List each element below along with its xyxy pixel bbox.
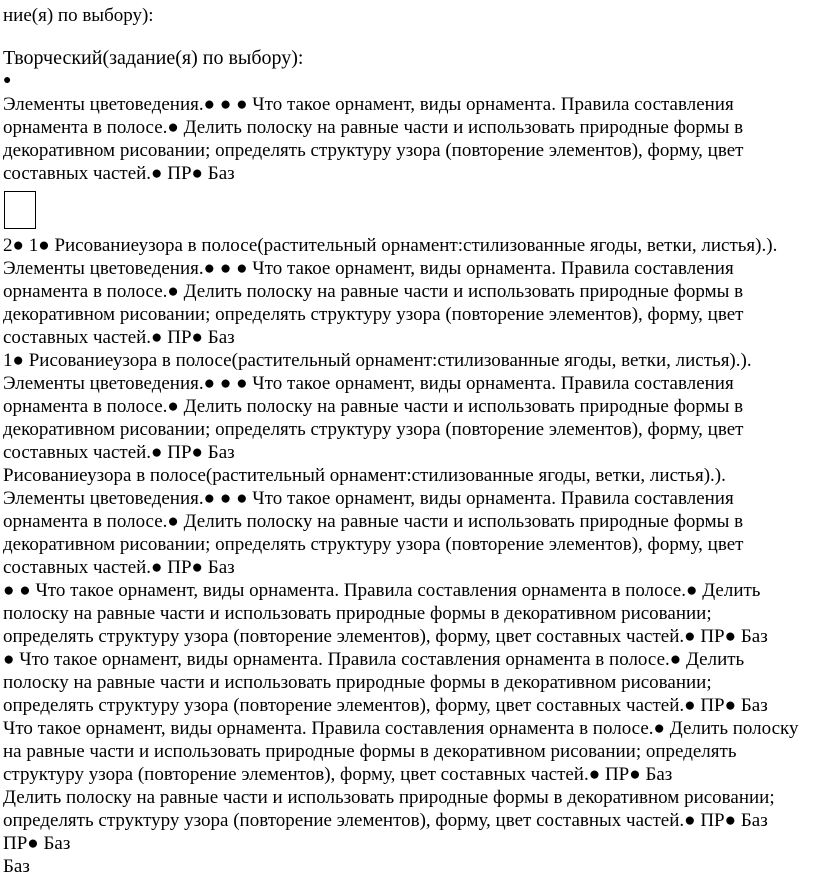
text-line: декоративном рисовании; определять структуру узора (повторение элементов), форму, цвет (3, 419, 744, 440)
text-line: 1● Рисованиеузора в полосе(растительный орнамент:стилизованные ягоды, ветки, листья).). (3, 350, 752, 371)
text-line: составных частей.● ПР● Баз (3, 163, 235, 184)
text-line: ние(я) по выбору): (3, 5, 154, 26)
text-line: ● ● Что такое орнамент, виды орнамента. Правила составления орнамента в полосе.● Делить (3, 580, 761, 601)
bullet-icon: ● (3, 73, 12, 88)
text-line: орнамента в полосе.● Делить полоску на равные части и использовать природные формы в (3, 117, 744, 138)
text-line: структуру узора (повторение элементов), форму, цвет составных частей.● ПР● Баз (3, 764, 673, 785)
text-line: орнамента в полосе.● Делить полоску на равные части и использовать природные формы в (3, 396, 744, 417)
empty-checkbox[interactable] (4, 191, 36, 229)
text-line: декоративном рисовании; определять структуру узора (повторение элементов), форму, цвет (3, 534, 744, 555)
document-body (3, 4, 811, 878)
text-line: 2● 1● Рисованиеузора в полосе(растительный орнамент:стилизованные ягоды, ветки, листья).). (3, 235, 778, 256)
text-line: орнамента в полосе.● Делить полоску на равные части и использовать природные формы в (3, 281, 744, 302)
text-line: составных частей.● ПР● Баз (3, 327, 235, 348)
text-line: составных частей.● ПР● Баз (3, 557, 235, 578)
text-line: Баз (3, 856, 30, 877)
text-line: полоску на равные части и использовать природные формы в декоративном рисовании; (3, 672, 712, 693)
text-line: определять структуру узора (повторение элементов), форму, цвет составных частей.● ПР● Баз (3, 626, 768, 647)
section-heading: Творческий(задание(я) по выбору): (3, 47, 304, 69)
text-line: на равные части и использовать природные формы в декоративном рисовании; определять (3, 741, 737, 762)
text-line: Элементы цветоведения.● ● ● Что такое орнамент, виды орнамента. Правила составления (3, 94, 734, 115)
text-line: Элементы цветоведения.● ● ● Что такое орнамент, виды орнамента. Правила составления (3, 488, 734, 509)
text-line: орнамента в полосе.● Делить полоску на равные части и использовать природные формы в (3, 511, 744, 532)
text-line: Что такое орнамент, виды орнамента. Правила составления орнамента в полосе.● Делить полоску (3, 718, 799, 739)
text-line: декоративном рисовании; определять структуру узора (повторение элементов), форму, цвет (3, 304, 744, 325)
text-line: определять структуру узора (повторение элементов), форму, цвет составных частей.● ПР● Баз (3, 810, 768, 831)
text-line: составных частей.● ПР● Баз (3, 442, 235, 463)
text-line: ● Что такое орнамент, виды орнамента. Правила составления орнамента в полосе.● Делить (3, 649, 745, 670)
text-line: Элементы цветоведения.● ● ● Что такое орнамент, виды орнамента. Правила составления (3, 373, 734, 394)
text-line: декоративном рисовании; определять структуру узора (повторение элементов), форму, цвет (3, 140, 744, 161)
text-line: полоску на равные части и использовать природные формы в декоративном рисовании; (3, 603, 712, 624)
text-line: ПР● Баз (3, 833, 71, 854)
text-line: определять структуру узора (повторение элементов), форму, цвет составных частей.● ПР● Баз (3, 695, 768, 716)
text-line: Элементы цветоведения.● ● ● Что такое орнамент, виды орнамента. Правила составления (3, 258, 734, 279)
text-line: Делить полоску на равные части и использовать природные формы в декоративном рисовании; (3, 787, 775, 808)
text-line: Рисованиеузора в полосе(растительный орнамент:стилизованные ягоды, ветки, листья).). (3, 465, 726, 486)
